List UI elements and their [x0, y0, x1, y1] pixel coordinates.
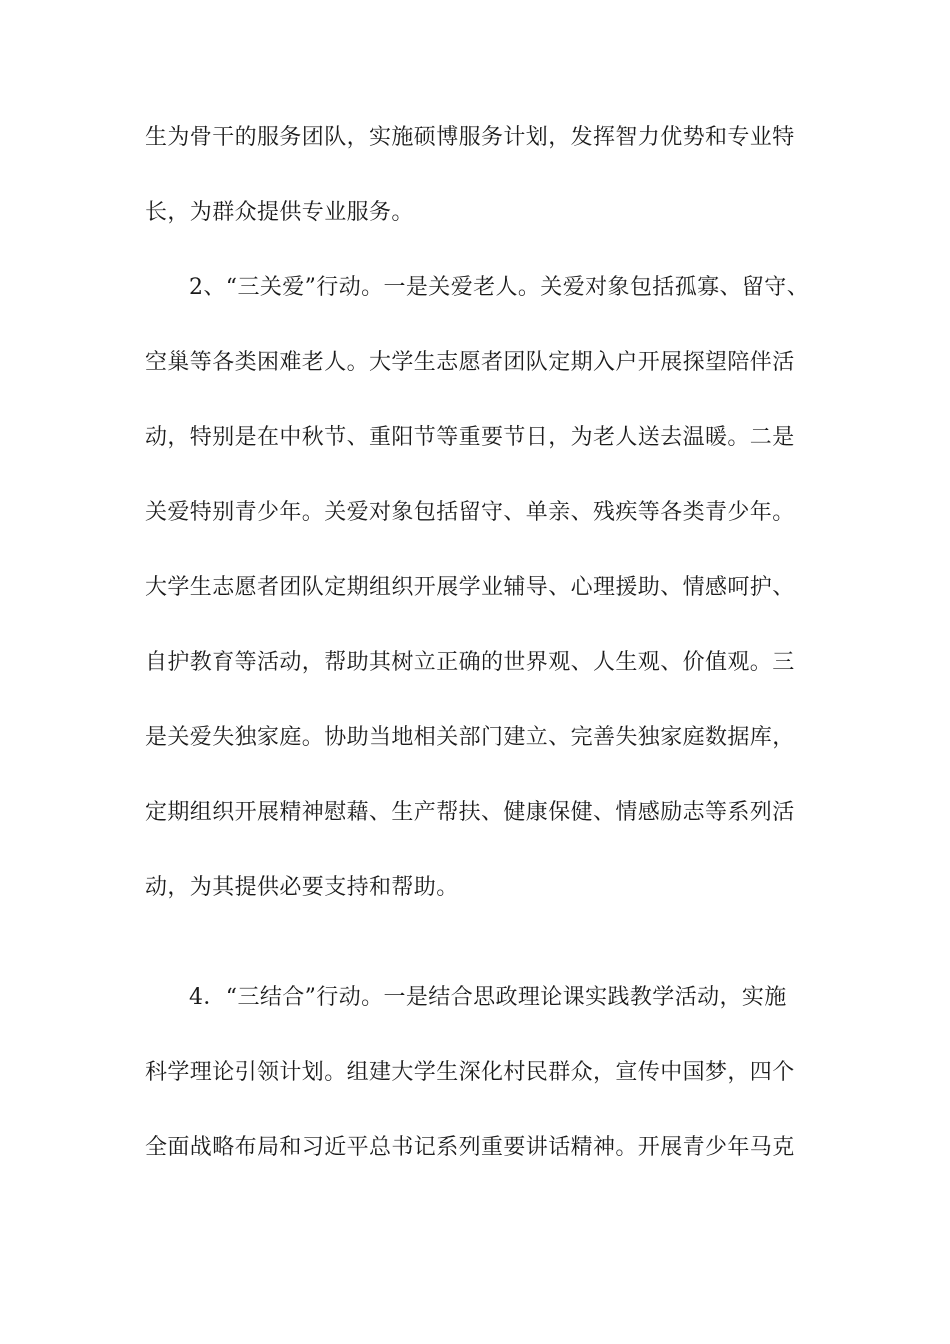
paragraph-start-line: 4．“三结合”行动。一是结合思政理论课实践教学活动，实施: [189, 985, 787, 1010]
body-text-line: 动，特别是在中秋节、重阳节等重要节日，为老人送去温暖。二是: [145, 425, 795, 450]
body-text-line: 科学理论引领计划。组建大学生深化村民群众，宣传中国梦，四个: [145, 1060, 795, 1085]
body-text-line: 自护教育等活动，帮助其树立正确的世界观、人生观、价值观。三: [145, 650, 795, 675]
body-text-line: 动，为其提供必要支持和帮助。: [145, 875, 459, 900]
body-text-line: 定期组织开展精神慰藉、生产帮扶、健康保健、情感励志等系列活: [145, 800, 795, 825]
body-text-line: 全面战略布局和习近平总书记系列重要讲话精神。开展青少年马克: [145, 1135, 795, 1160]
body-text-line: 生为骨干的服务团队，实施硕博服务计划，发挥智力优势和专业特: [145, 125, 795, 150]
body-text-line: 关爱特别青少年。关爱对象包括留守、单亲、残疾等各类青少年。: [145, 500, 795, 525]
body-text-line: 是关爱失独家庭。协助当地相关部门建立、完善失独家庭数据库，: [145, 725, 795, 750]
body-text-line: 大学生志愿者团队定期组织开展学业辅导、心理援助、情感呵护、: [145, 575, 795, 600]
body-text-line: 长，为群众提供专业服务。: [145, 200, 414, 225]
paragraph-start-line: 2、“三关爱”行动。一是关爱老人。关爱对象包括孤寡、留守、: [189, 275, 810, 300]
body-text-line: 空巢等各类困难老人。大学生志愿者团队定期入户开展探望陪伴活: [145, 350, 795, 375]
